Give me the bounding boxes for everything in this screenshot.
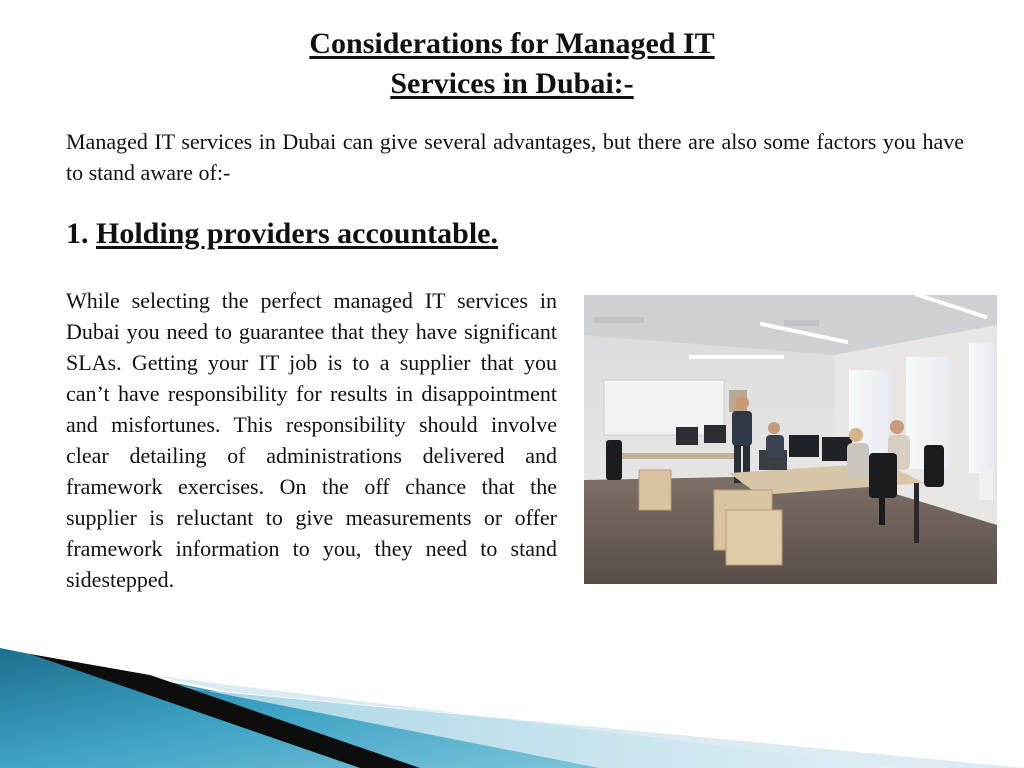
section-body: While selecting the perfect managed IT services in Dubai you need to guarantee that they have significant SLAs. Getting your IT job is to a supplier that you can’t have responsibility for results in disappointment and misfortunes. This responsibility should involve clear detailing of administrations delivered and framework exercises. On the off chance that the supplier is reluctant to give measurements or offer framework information to you, they need to stand sidestepped.	[66, 288, 557, 592]
title-line-2: Services in Dubai:-	[390, 67, 634, 100]
title-line-1: Considerations for Managed IT	[309, 27, 715, 60]
office-photo	[584, 295, 997, 584]
slide-title	[262, 24, 762, 104]
section-number: 1.	[66, 217, 89, 250]
decorative-corner-stripes	[0, 620, 1024, 768]
intro-paragraph: Managed IT services in Dubai can give several advantages, but there are also some factors you have to stand aware of:-	[66, 129, 964, 185]
section-heading	[66, 214, 498, 254]
section-heading-text: Holding providers accountable.	[96, 217, 498, 250]
